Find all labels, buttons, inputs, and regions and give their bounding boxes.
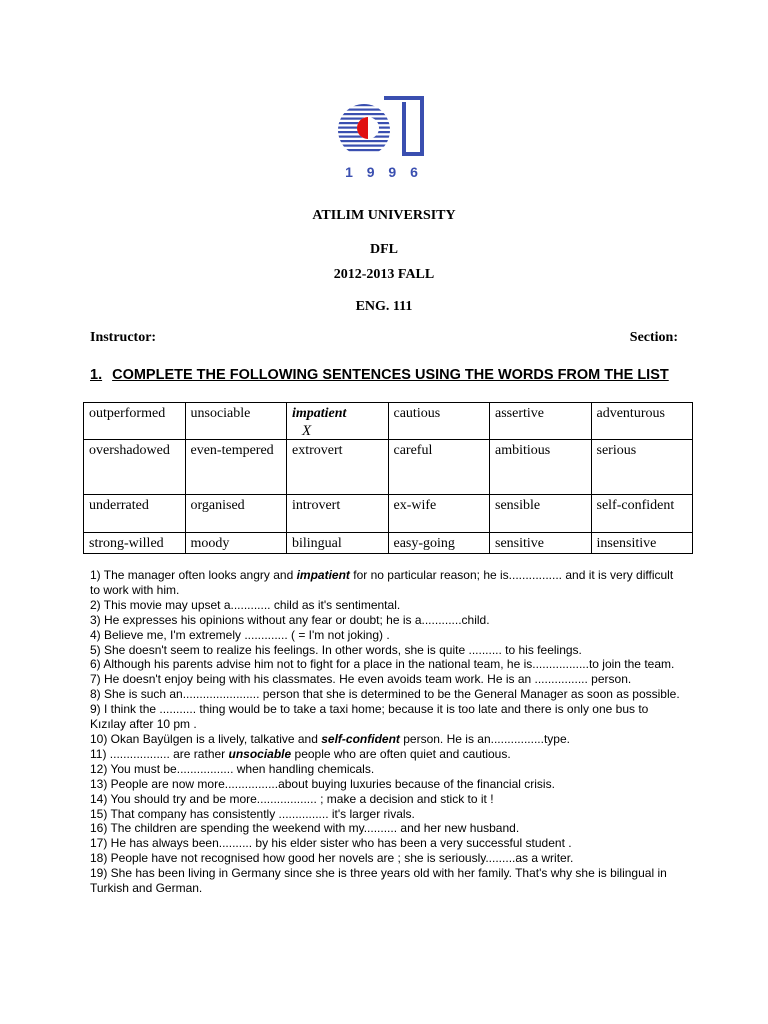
word-text: introvert [292, 498, 341, 513]
sentence-item [90, 568, 680, 598]
word-text: underrated [89, 498, 149, 513]
sentence-text: 9) I think the ........... thing would be to take a taxi home; because it is too late and there is only one bus to Kızılay after 10 pm . [90, 702, 649, 732]
sentence-text: people who are often quiet and cautious. [291, 746, 511, 761]
word-cell [84, 533, 186, 554]
sentence-text: 18) People have not recognised how good her novels are ; she is seriously.........as a writer. [90, 851, 574, 866]
sentence-item [90, 702, 680, 732]
sentence-text: 19) She has been living in Germany since she is three years old with her family. That's why she is bilingual in Turkish and German. [90, 866, 667, 896]
sentence-text: 7) He doesn't enjoy being with his classmates. He even avoids team work. He is an ................ person. [90, 672, 632, 687]
word-list-table [83, 402, 693, 554]
sentence-list [90, 568, 680, 896]
sentence-item [90, 598, 680, 613]
sentence-item [90, 672, 680, 687]
university-logo [332, 92, 436, 188]
sentence-item [90, 762, 680, 777]
sentence-item [90, 807, 680, 822]
word-text: self-confident [596, 498, 675, 513]
word-cell [84, 440, 186, 495]
sentence-text: 5) She doesn't seem to realize his feelings. In other words, she is quite .......... to his feelings. [90, 642, 582, 657]
word-cell [185, 495, 287, 533]
word-cell [490, 533, 592, 554]
word-text: insensitive [596, 536, 657, 551]
sentence-text: 4) Believe me, I'm extremely ............. ( = I'm not joking) . [90, 627, 390, 642]
sentence-item [90, 657, 680, 672]
word-cell [287, 440, 389, 495]
word-text: even-tempered [190, 443, 274, 458]
exercise-instruction: COMPLETE THE FOLLOWING SENTENCES USING THE WORDS FROM THE LIST [112, 367, 669, 383]
word-table-row [84, 403, 693, 440]
word-cell [591, 440, 693, 495]
word-cell [388, 495, 490, 533]
word-cell [490, 440, 592, 495]
word-cell [84, 495, 186, 533]
sentence-text: 15) That company has consistently ............... it's larger rivals. [90, 806, 415, 821]
sentence-text: person. He is an................type. [399, 731, 570, 746]
word-cell [185, 533, 287, 554]
word-text: overshadowed [89, 443, 170, 458]
word-text: careful [393, 443, 433, 458]
word-cell [388, 440, 490, 495]
sentence-item [90, 777, 680, 792]
word-cell [490, 495, 592, 533]
department: DFL [370, 242, 398, 257]
word-text: outperformed [89, 406, 166, 421]
sentence-text: 11) .................. are rather [90, 746, 229, 761]
word-cell [591, 495, 693, 533]
word-cell [287, 495, 389, 533]
sentence-text: 2) This movie may upset a............ child as it's sentimental. [90, 597, 401, 612]
sentence-item [90, 792, 680, 807]
sentence-text: 16) The children are spending the weekend with my.......... and her new husband. [90, 821, 520, 836]
sentence-item [90, 747, 680, 762]
word-text: impatient [292, 406, 347, 421]
sentence-item [90, 851, 680, 866]
sentence-item [90, 836, 680, 851]
word-text: strong-willed [89, 536, 164, 551]
word-cell [287, 533, 389, 554]
word-cell [185, 403, 287, 440]
sentence-text: 1) The manager often looks angry and [90, 568, 297, 582]
sentence-text: 14) You should try and be more.................. ; make a decision and stick to it ! [90, 791, 494, 806]
word-cell [388, 533, 490, 554]
word-cell [591, 533, 693, 554]
sentence-text: 13) People are now more................about buying luxuries because of the financial crisis. [90, 776, 555, 791]
word-table-row [84, 440, 693, 495]
sentence-text: 10) Okan Bayülgen is a lively, talkative and [90, 731, 322, 746]
sentence-item [90, 628, 680, 643]
example-keyword: self-confident [321, 731, 400, 746]
word-text: assertive [495, 406, 544, 421]
sentence-text: 17) He has always been.......... by his elder sister who has been a very successful student . [90, 836, 572, 851]
word-text: bilingual [292, 536, 342, 551]
word-cell [591, 403, 693, 440]
word-cell [84, 403, 186, 440]
word-cell [388, 403, 490, 440]
sentence-text: 3) He expresses his opinions without any fear or doubt; he is a............child. [90, 612, 490, 627]
word-text: moody [190, 536, 230, 551]
word-text: easy-going [393, 536, 455, 551]
word-table-row [84, 495, 693, 533]
course-code: ENG. 111 [355, 299, 413, 314]
section-label: Section: [629, 330, 678, 345]
word-text: cautious [393, 406, 441, 421]
sentence-text: 12) You must be................. when handling chemicals. [90, 761, 375, 776]
sentence-text: 8) She is such an....................... person that she is determined to be the General Manager as soon as possible. [90, 687, 680, 702]
sentence-item [90, 821, 680, 836]
sentence-text: 6) Although his parents advise him not to fight for a place in the national team, he is.................to join the team. [90, 657, 675, 672]
university-name: ATILIM UNIVERSITY [312, 208, 456, 223]
word-text: organised [190, 498, 245, 513]
word-text: sensitive [495, 536, 544, 551]
example-keyword: unsociable [228, 746, 292, 761]
word-text: serious [596, 443, 637, 458]
word-cell [490, 403, 592, 440]
used-word-mark: X [302, 423, 312, 439]
example-keyword: impatient [296, 568, 350, 582]
term: 2012-2013 FALL [333, 267, 435, 282]
word-text: ambitious [495, 443, 551, 458]
word-text: adventurous [596, 406, 665, 421]
word-text: unsociable [190, 406, 251, 421]
word-text: ex-wife [393, 498, 437, 513]
sentence-item [90, 687, 680, 702]
exercise-number: 1. [90, 367, 103, 383]
word-text: extrovert [292, 443, 343, 458]
sentence-item [90, 732, 680, 747]
word-table-row [84, 533, 693, 554]
sentence-text: for no particular reason; he is................ and it is very difficult to work with him. [90, 568, 674, 597]
instructor-label: Instructor: [90, 330, 157, 345]
word-cell [287, 403, 389, 440]
word-text: sensible [495, 498, 541, 513]
sentence-item [90, 613, 680, 628]
word-cell [185, 440, 287, 495]
logo-year: 1 9 9 6 [345, 164, 423, 180]
sentence-item [90, 866, 680, 896]
sentence-item [90, 643, 680, 658]
exercise-heading [90, 367, 680, 383]
